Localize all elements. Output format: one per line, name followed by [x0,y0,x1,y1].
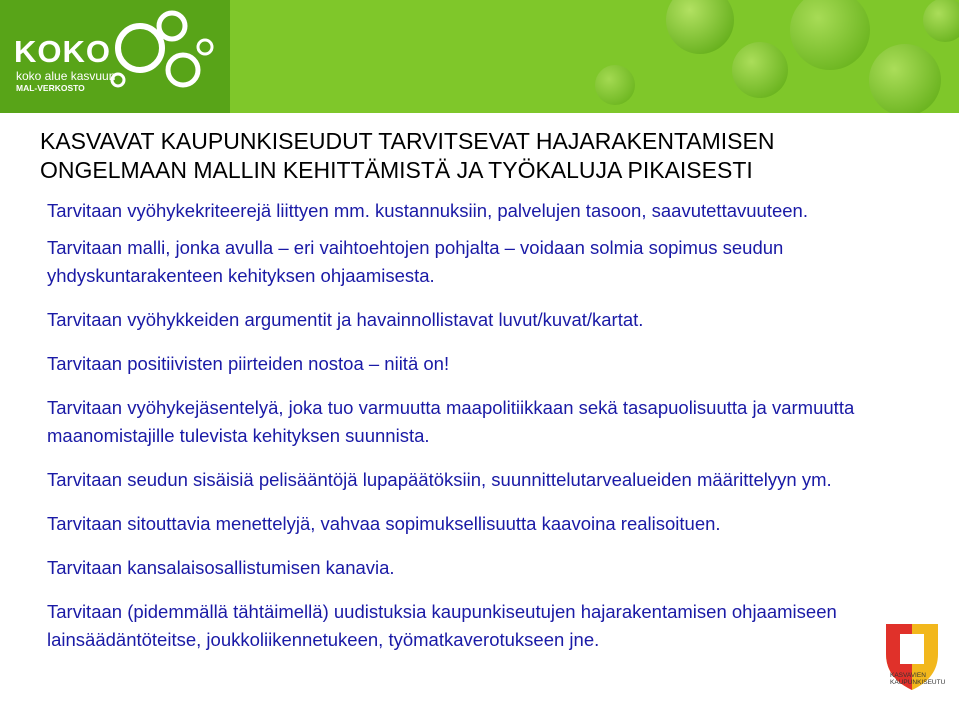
header-banner [0,0,959,113]
bullet-item: Tarvitaan vyöhykkeiden argumentit ja havainnollistavat luvut/kuvat/kartat. [47,309,644,330]
bullet-item: Tarvitaan kansalaisosallistumisen kanavia. [47,557,395,578]
bullet-item: Tarvitaan vyöhykejäsentelyä, joka tuo varmuutta maapolitiikkaan sekä tasapuolisuutta ja varmuutta maanomistajille tulevista kehityksen suunnista. [47,397,855,446]
slide-title [40,127,920,185]
bullet-item: Tarvitaan (pidemmällä tähtäimellä) uudistuksia kaupunkiseutujen hajarakentamisen ohjaamiseen lainsäädäntöteitse, joukkoliikennetukeen, työmatkaverotukseen jne. [47,601,837,650]
logo-title: KOKO [14,34,111,69]
badge-label-line-2: KAUPUNKISEUTU [890,679,946,686]
bullet-item: Tarvitaan seudun sisäisiä pelisääntöjä lupapäätöksiin, suunnittelutarvealueiden määrittelyyn ym. [47,469,832,490]
slide-title-line-1: KASVAVAT KAUPUNKISEUDUT TARVITSEVAT HAJARAKENTAMISEN [40,128,775,154]
badge-label-line-1: KASVAVIEN [890,672,926,679]
logo-network: MAL-VERKOSTO [16,83,85,93]
slide-title-line-2: ONGELMAAN MALLIN KEHITTÄMISTÄ JA TYÖKALUJA PIKAISESTI [40,157,753,183]
badge-label [890,672,950,686]
logo-subtitle: koko alue kasvuun [16,69,116,83]
bullet-list [47,197,927,670]
header-decoration [0,0,959,113]
bullet-item: Tarvitaan malli, jonka avulla – eri vaihtoehtojen pohjalta – voidaan solmia sopimus seudun yhdyskuntarakenteen kehityksen ohjaamisesta. [47,237,784,286]
bullet-item: Tarvitaan sitouttavia menettelyjä, vahvaa sopimuksellisuutta kaavoina realisoituen. [47,513,721,534]
bullet-item: Tarvitaan positiivisten piirteiden nostoa – niitä on! [47,353,450,374]
bullet-item: Tarvitaan vyöhykekriteerejä liittyen mm. kustannuksiin, palvelujen tasoon, saavutettavuuteen. [47,200,808,221]
